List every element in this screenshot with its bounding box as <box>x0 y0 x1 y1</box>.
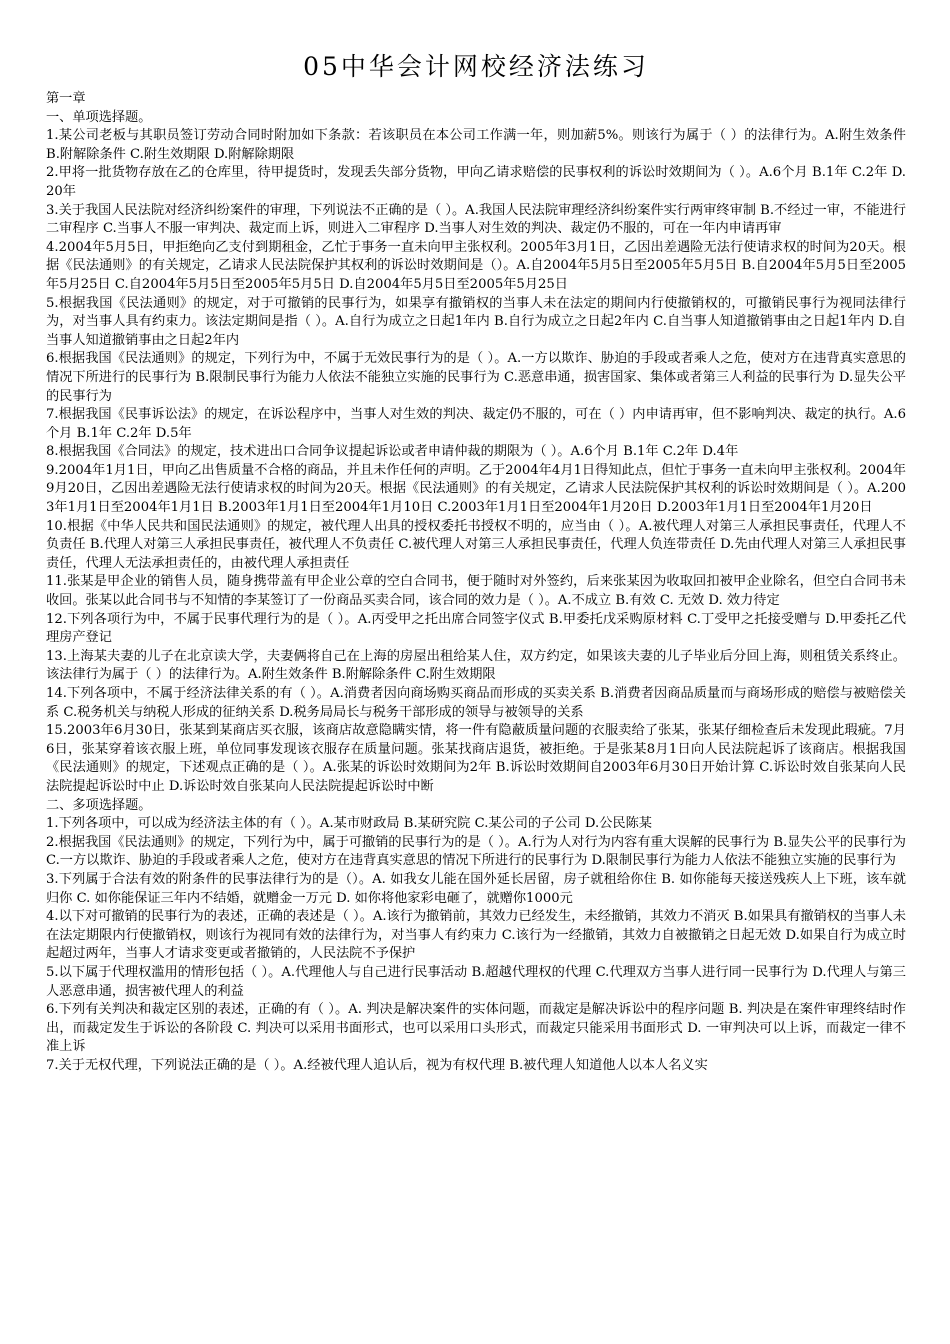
question-item: 7.关于无权代理，下列说法正确的是（ ）。A.经被代理人追认后，视为有权代理 B.被代理人知道他人以本人名义实 <box>46 1057 708 1073</box>
question-item: 6.根据我国《民法通则》的规定，下列行为中，不属于无效民事行为的是（ ）。A.一方以欺诈、胁迫的手段或者乘人之危，使对方在违背真实意思的情况下所进行的民事行为 B.限制民事行为能力人依法不能独立实施的民事行为 C.恶意串通，损害国家、集体或者第三人利益的民事行为 D.显失公平的民事行为 <box>46 351 906 404</box>
question-item: 5.以下属于代理权滥用的情形包括（ ）。A.代理他人与自己进行民事活动 B.超越代理权的代理 C.代理双方当事人进行同一民事行为 D.代理人与第三人恶意串通，损害被代理人的利益 <box>46 964 906 999</box>
section-heading: 一、单项选择题。 <box>46 109 152 125</box>
section-heading: 二、多项选择题。 <box>46 797 152 813</box>
question-item: 1.某公司老板与其职员签订劳动合同时附加如下条款：若该职员在本公司工作满一年，则加薪5%。则该行为属于（ ）的法律行为。A.附生效条件 B.附解除条件 C.附生效期限 D.附解除期限 <box>46 128 906 162</box>
question-item: 6.下列有关判决和裁定区别的表述，正确的有（ ）。A. 判决是解决案件的实体问题，而裁定是解决诉讼中的程序问题 B. 判决是在案件审理终结时作出，而裁定发生于诉讼的各阶段 C. 判决可以采用书面形式，也可以采用口头形式，而裁定只能采用书面形式 D. 一审判决可以上诉，而裁定一律不准上诉 <box>46 1002 906 1055</box>
section-single-choice <box>46 109 906 797</box>
question-item: 2.根据我国《民法通则》的规定，下列行为中，属于可撤销的民事行为的是（ ）。A.行为人对行为内容有重大误解的民事行为 B.显失公平的民事行为 C.一方以欺诈、胁迫的手段或者乘人之危，使对方在违背真实意思的情况下所进行的民事行为 D.限制民事行为能力人依法不能独立实施的民事行为 <box>46 834 906 869</box>
question-item: 4.2004年5月5日，甲拒绝向乙支付到期租金，乙忙于事务一直未向甲主张权利。2005年3月1日，乙因出差遇险无法行使请求权的时间为20天。根据《民法通则》的有关规定，乙请求人民法院保护其权利的诉讼时效期间是（）。A.自2004年5月5日至2005年5月5日 B.自2004年5月5日至2005年5月25日 C.自2004年5月5日至2005年5月5日 D.自2004年5月5日至2005年5月25日 <box>46 239 906 292</box>
question-item: 3.关于我国人民法院对经济纠纷案件的审理，下列说法不正确的是（ ）。A.我国人民法院审理经济纠纷案件实行两审终审制 B.不经过一审，不能进行二审程序 C.当事人不服一审判决、裁定而上诉，则进入二审程序 D.当事人对生效的判决、裁定仍不服的，可在一年内申请再审 <box>46 202 906 237</box>
chapter-heading: 第一章 <box>46 91 86 106</box>
question-item: 3.下列属于合法有效的附条件的民事法律行为的是（）。A. 如我女儿能在国外延长居留，房子就租给你住 B. 如你能每天接送残疾人上下班，该车就归你 C. 如你能保证三年内不结婚，就赠金一万元 D. 如你将他家彩电砸了，就赠你1000元 <box>46 871 906 906</box>
question-item: 2.甲将一批货物存放在乙的仓库里，待甲提货时，发现丢失部分货物，甲向乙请求赔偿的民事权利的诉讼时效期间为（ ）。A.6个月 B.1年 C.2年 D.20年 <box>46 165 906 199</box>
question-item: 15.2003年6月30日，张某到某商店买衣服，该商店故意隐瞒实情，将一件有隐蔽质量问题的衣服卖给了张某，张某仔细检查后未发现此瑕疵。7月6日，张某穿着该衣服上班，单位同事发现该衣服存在质量问题。张某找商店退货，被拒绝。于是张某8月1日向人民法院起诉了该商店。根据我国《民法通则》的规定，下述观点正确的是（ ）。A.张某的诉讼时效期间为2年 B.诉讼时效期间自2003年6月30日开始计算 C.诉讼时效自张某向人民法院提起诉讼时中止 D.诉讼时效自张某向人民法院提起诉讼时中断 <box>46 723 906 794</box>
question-item: 14.下列各项中，不属于经济法律关系的有（ ）。A.消费者因向商场购买商品而形成的买卖关系 B.消费者因商品质量而与商场形成的赔偿与被赔偿关系 C.税务机关与纳税人形成的征纳关系 D.税务局局长与税务干部形成的领导与被领导的关系 <box>46 686 906 720</box>
section-multiple-choice <box>46 797 906 1076</box>
question-item: 11.张某是甲企业的销售人员，随身携带盖有甲企业公章的空白合同书，便于随时对外签约，后来张某因为收取回扣被甲企业除名，但空白合同书未收回。张某以此合同书与不知情的李某签订了一份商品买卖合同，该合同的效力是（ ）。A.不成立 B.有效 C. 无效 D. 效力待定 <box>46 574 906 609</box>
question-item: 9.2004年1月1日，甲向乙出售质量不合格的商品，并且未作任何的声明。乙于2004年4月1日得知此点，但忙于事务一直未向甲主张权利。2004年9月20日，乙因出差遇险无法行使请求权的时间为20天。根据《民法通则》的有关规定，乙请求人民法院保护其权利的诉讼时效期间是（ ）。A.2003年1月1日至2004年1月1日 B.2003年1月1日至2004年1月10日 C.2003年1月1日至2004年1月20日 D.2003年1月1日至2004年1月20日 <box>46 462 906 516</box>
question-item: 4.以下对可撤销的民事行为的表述，正确的表述是（ ）。A.该行为撤销前，其效力已经发生，未经撤销，其效力不消灭 B.如果具有撤销权的当事人未在法定期限内行使撤销权，则该行为视同有效的法律行为，对当事人有约束力 C.该行为一经撤销，其效力自被撤销之日起无效 D.如果自行为成立时起超过两年，当事人才请求变更或者撤销的，人民法院不予保护 <box>46 909 906 962</box>
question-item: 13.上海某夫妻的儿子在北京读大学，夫妻俩将自己在上海的房屋出租给某人住，双方约定，如果该夫妻的儿子毕业后分回上海，则租赁关系终止。该法律行为属于（ ）的法律行为。A.附生效条件 B.附解除条件 C.附生效期限 <box>46 648 906 683</box>
document-title: 05中华会计网校经济法练习 <box>303 52 649 81</box>
question-item: 12.下列各项行为中，不属于民事代理行为的是（ ）。A.丙受甲之托出席合同签字仪式 B.甲委托戊采购原材料 C.丁受甲之托接受赠与 D.甲委托乙代理房产登记 <box>46 611 906 646</box>
question-item: 10.根据《中华人民共和国民法通则》的规定，被代理人出具的授权委托书授权不明的，应当由（ ）。A.被代理人对第三人承担民事责任，代理人不负责任 B.代理人对第三人承担民事责任，被代理人不负责任 C.被代理人对第三人承担民事责任，代理人负连带责任 D.先由代理人对第三人承担民事责任，代理人无法承担责任的，由被代理人承担责任 <box>46 518 906 571</box>
question-item: 1.下列各项中，可以成为经济法主体的有（ ）。A.某市财政局 B.某研究院 C.某公司的子公司 D.公民陈某 <box>46 816 652 832</box>
question-item: 8.根据我国《合同法》的规定，技术进出口合同争议提起诉讼或者申请仲裁的期限为（ ）。A.6个月 B.1年 C.2年 D.4年 <box>46 444 739 460</box>
question-item: 7.根据我国《民事诉讼法》的规定，在诉讼程序中，当事人对生效的判决、裁定仍不服的，可在（ ）内申请再审，但不影响判决、裁定的执行。A.6个月 B.1年 C.2年 D.5年 <box>46 407 906 441</box>
question-item: 5.根据我国《民法通则》的规定，对于可撤销的民事行为，如果享有撤销权的当事人未在法定的期间内行使撤销权的，可撤销民事行为视同法律行为，对当事人具有约束力。该法定期间是指（ ）。A.自行为成立之日起1年内 B.自行为成立之日起2年内 C.自当事人知道撤销事由之日起1年内 D.自当事人知道撤销事由之日起2年内 <box>46 295 906 348</box>
